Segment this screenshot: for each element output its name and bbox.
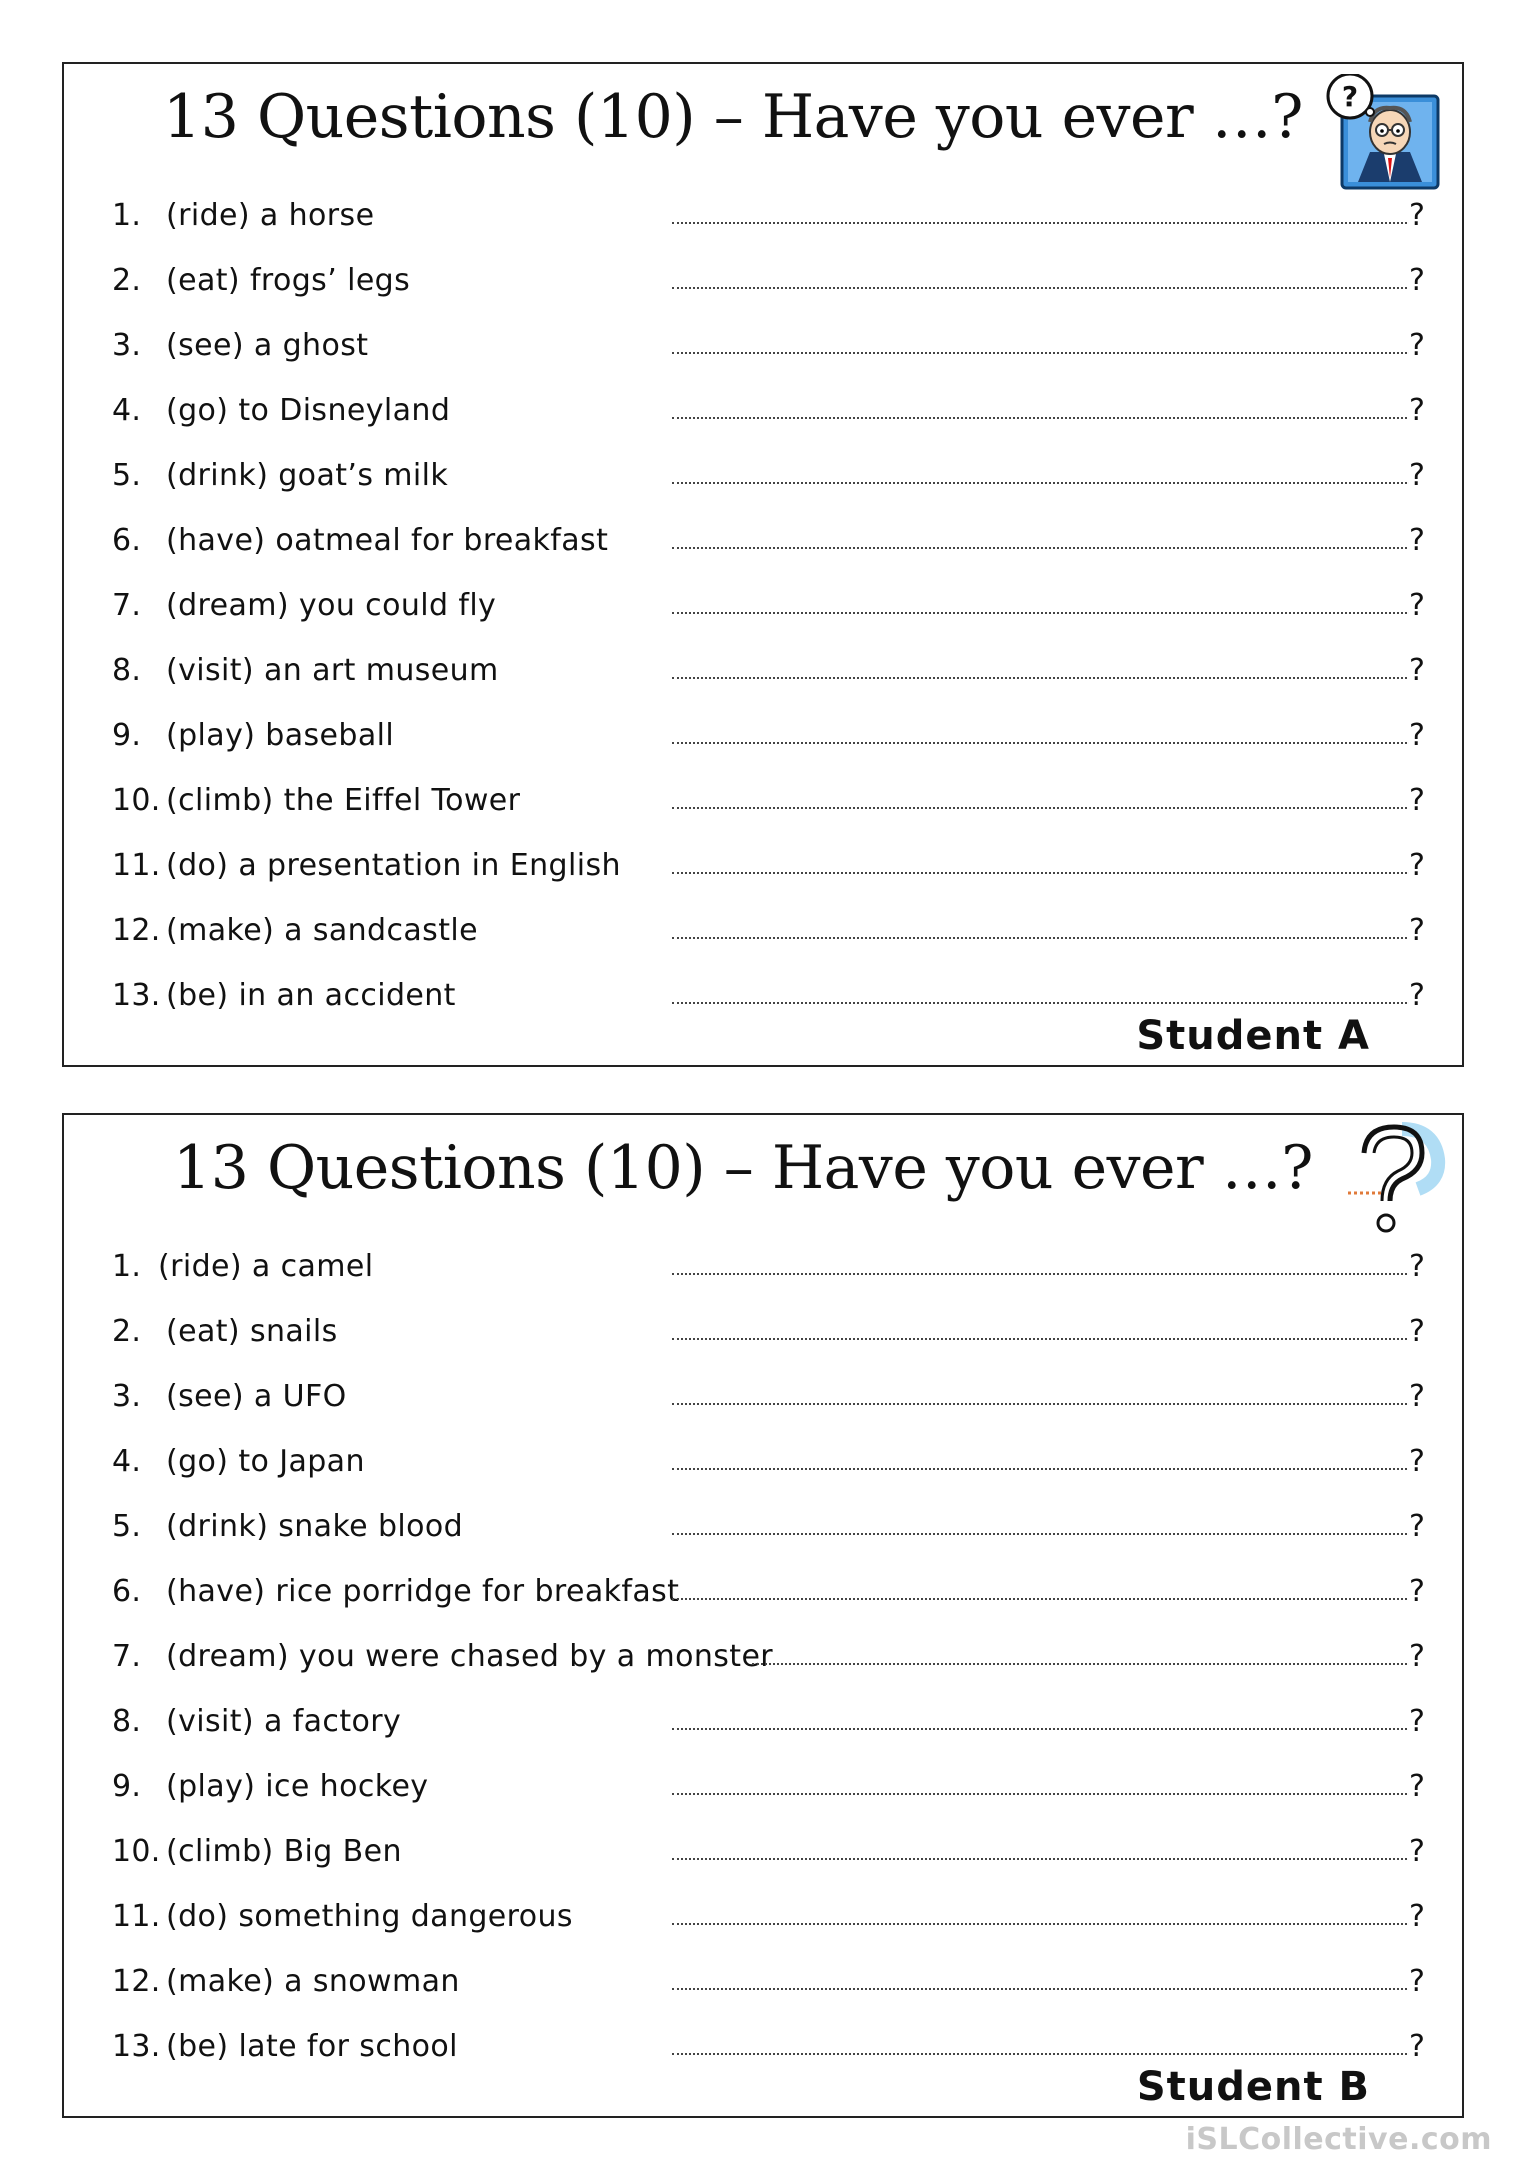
question-mark: ? — [1409, 1379, 1425, 1414]
question-mark: ? — [1409, 1509, 1425, 1544]
question-prompt: (climb) Big Ben — [166, 1834, 402, 1869]
question-prompt: (make) a sandcastle — [166, 913, 478, 948]
question-prompt: (do) something dangerous — [166, 1899, 573, 1934]
watermark: iSLCollective.com — [1185, 2122, 1492, 2157]
question-mark: ? — [1409, 913, 1425, 948]
answer-line[interactable] — [672, 222, 1407, 224]
question-mark: ? — [1409, 1249, 1425, 1284]
answer-line[interactable] — [672, 612, 1407, 614]
question-prompt: (dream) you were chased by a monster — [166, 1639, 774, 1674]
answer-line[interactable] — [672, 937, 1407, 939]
question-number: 13. — [112, 978, 161, 1013]
question-prompt: (see) a ghost — [166, 328, 369, 363]
question-mark: ? — [1409, 1444, 1425, 1479]
worksheet-student-a — [62, 62, 1464, 1067]
answer-line[interactable] — [672, 1002, 1407, 1004]
question-prompt: (see) a UFO — [166, 1379, 347, 1414]
question-prompt: (be) late for school — [166, 2029, 458, 2064]
question-number: 1. — [112, 198, 142, 233]
question-mark: ? — [1409, 523, 1425, 558]
question-row — [64, 1365, 1462, 1425]
question-mark: ? — [1409, 263, 1425, 298]
question-row — [64, 574, 1462, 634]
thinking-teacher-icon — [1322, 74, 1442, 194]
answer-line[interactable] — [672, 1728, 1407, 1730]
question-mark: ? — [1409, 1639, 1425, 1674]
question-number: 5. — [112, 458, 142, 493]
question-row — [64, 899, 1462, 959]
question-row — [64, 1495, 1462, 1555]
question-mark: ? — [1409, 848, 1425, 883]
question-mark: ? — [1409, 2029, 1425, 2064]
question-row — [64, 1820, 1462, 1880]
question-row — [64, 1235, 1462, 1295]
question-prompt: (eat) frogs’ legs — [166, 263, 411, 298]
question-number: 10. — [112, 783, 161, 818]
question-prompt: (climb) the Eiffel Tower — [166, 783, 521, 818]
question-prompt: (be) in an accident — [166, 978, 456, 1013]
question-number: 4. — [112, 1444, 142, 1479]
question-mark: ? — [1409, 1574, 1425, 1609]
worksheet-title: 13 Questions (10) – Have you ever …? — [163, 82, 1303, 152]
question-mark: ? — [1409, 978, 1425, 1013]
worksheet-title: 13 Questions (10) – Have you ever …? — [173, 1133, 1313, 1203]
question-number: 2. — [112, 263, 142, 298]
answer-line[interactable] — [672, 1273, 1407, 1275]
question-mark: ? — [1409, 458, 1425, 493]
answer-line[interactable] — [672, 677, 1407, 679]
question-number: 8. — [112, 1704, 142, 1739]
question-number: 1. — [112, 1249, 142, 1284]
question-prompt: (ride) a horse — [166, 198, 375, 233]
question-mark: ? — [1409, 198, 1425, 233]
question-prompt: (go) to Disneyland — [166, 393, 451, 428]
question-number: 6. — [112, 1574, 142, 1609]
question-row — [64, 1300, 1462, 1360]
question-prompt: (play) ice hockey — [166, 1769, 429, 1804]
question-number: 10. — [112, 1834, 161, 1869]
answer-line[interactable] — [672, 872, 1407, 874]
worksheet-student-b — [62, 1113, 1464, 2118]
answer-line[interactable] — [672, 1793, 1407, 1795]
question-number: 8. — [112, 653, 142, 688]
question-number: 3. — [112, 328, 142, 363]
answer-line[interactable] — [672, 1468, 1407, 1470]
question-number: 13. — [112, 2029, 161, 2064]
answer-line[interactable] — [672, 417, 1407, 419]
question-prompt: (visit) a factory — [166, 1704, 402, 1739]
question-mark: ? — [1409, 1834, 1425, 1869]
question-number: 11. — [112, 848, 161, 883]
answer-line[interactable] — [672, 482, 1407, 484]
question-prompt: (drink) goat’s milk — [166, 458, 449, 493]
question-number: 3. — [112, 1379, 142, 1414]
question-row — [64, 834, 1462, 894]
question-number: 5. — [112, 1509, 142, 1544]
svg-text:?: ? — [1341, 80, 1359, 113]
question-row — [64, 249, 1462, 309]
answer-line[interactable] — [672, 547, 1407, 549]
student-label: Student A — [1136, 1013, 1370, 1059]
question-number: 7. — [112, 588, 142, 623]
answer-line[interactable] — [672, 352, 1407, 354]
question-prompt: (drink) snake blood — [166, 1509, 464, 1544]
question-prompt: (visit) an art museum — [166, 653, 499, 688]
answer-line[interactable] — [672, 2053, 1407, 2055]
question-number: 12. — [112, 1964, 161, 1999]
answer-line[interactable] — [672, 742, 1407, 744]
question-prompt: (have) rice porridge for breakfast — [166, 1574, 680, 1609]
question-row — [64, 1755, 1462, 1815]
question-row — [64, 1950, 1462, 2010]
answer-line[interactable] — [672, 1858, 1407, 1860]
question-row — [64, 704, 1462, 764]
question-mark: ? — [1409, 783, 1425, 818]
answer-line[interactable] — [672, 1923, 1407, 1925]
answer-line[interactable] — [672, 1988, 1407, 1990]
answer-line[interactable] — [752, 1663, 1407, 1665]
question-prompt: (ride) a camel — [158, 1249, 374, 1284]
question-number: 6. — [112, 523, 142, 558]
answer-line[interactable] — [672, 1403, 1407, 1405]
question-row — [64, 1625, 1462, 1685]
question-mark: ? — [1409, 653, 1425, 688]
question-prompt: (eat) snails — [166, 1314, 338, 1349]
question-prompt: (play) baseball — [166, 718, 395, 753]
question-mark: ? — [1409, 588, 1425, 623]
question-prompt: (go) to Japan — [166, 1444, 365, 1479]
question-row — [64, 314, 1462, 374]
question-mark: ? — [1409, 718, 1425, 753]
student-label: Student B — [1136, 2064, 1370, 2110]
question-mark: ? — [1409, 1314, 1425, 1349]
question-mark: ? — [1409, 1704, 1425, 1739]
question-prompt: (do) a presentation in English — [166, 848, 621, 883]
question-number: 9. — [112, 1769, 142, 1804]
question-row — [64, 1885, 1462, 1945]
question-number: 12. — [112, 913, 161, 948]
question-mark: ? — [1409, 328, 1425, 363]
question-row — [64, 1690, 1462, 1750]
answer-line[interactable] — [672, 287, 1407, 289]
question-row — [64, 769, 1462, 829]
question-number: 4. — [112, 393, 142, 428]
question-number: 2. — [112, 1314, 142, 1349]
question-prompt: (have) oatmeal for breakfast — [166, 523, 609, 558]
question-mark: ? — [1409, 1964, 1425, 1999]
answer-line[interactable] — [672, 807, 1407, 809]
question-mark: ? — [1409, 1769, 1425, 1804]
answer-line[interactable] — [672, 1533, 1407, 1535]
question-number: 7. — [112, 1639, 142, 1674]
question-row — [64, 379, 1462, 439]
question-mark-icon — [1342, 1119, 1452, 1239]
question-prompt: (make) a snowman — [166, 1964, 460, 1999]
question-row — [64, 184, 1462, 244]
question-mark: ? — [1409, 1899, 1425, 1934]
question-number: 9. — [112, 718, 142, 753]
question-row — [64, 1560, 1462, 1620]
question-row — [64, 509, 1462, 569]
question-row — [64, 639, 1462, 699]
question-mark: ? — [1409, 393, 1425, 428]
answer-line[interactable] — [672, 1598, 1407, 1600]
question-row — [64, 1430, 1462, 1490]
answer-line[interactable] — [672, 1338, 1407, 1340]
question-number: 11. — [112, 1899, 161, 1934]
question-row — [64, 444, 1462, 504]
question-prompt: (dream) you could fly — [166, 588, 497, 623]
